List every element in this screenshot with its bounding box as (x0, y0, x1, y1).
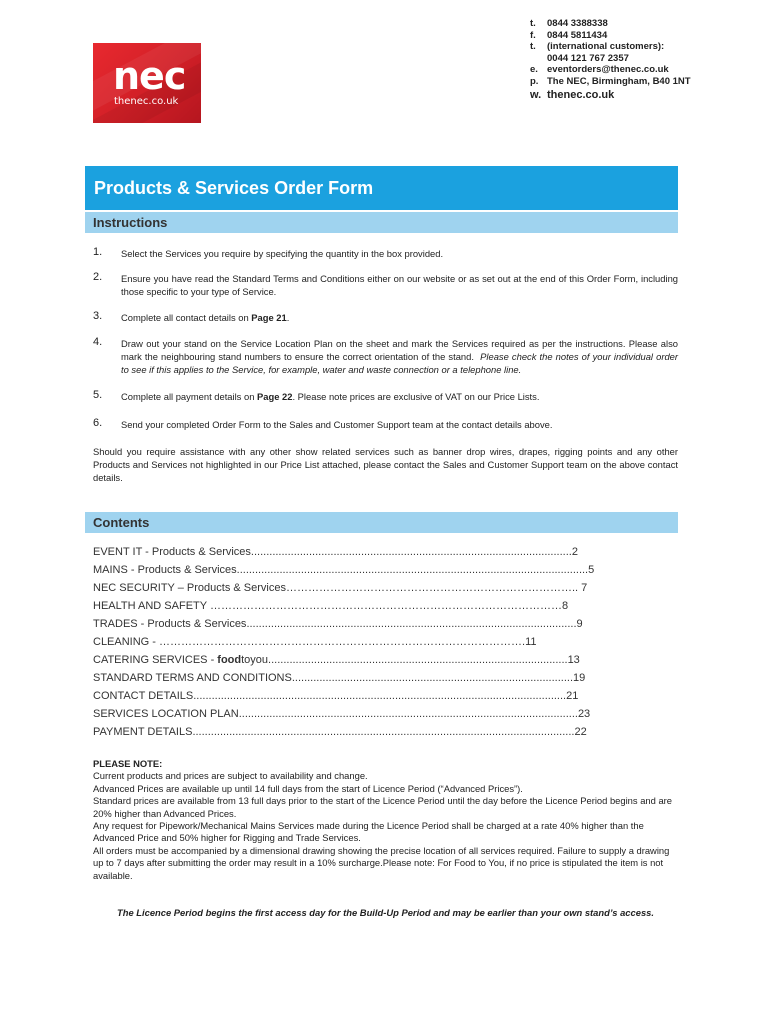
contents-heading: Contents (85, 512, 678, 533)
contact-block (530, 18, 691, 103)
toc-item[interactable]: STANDARD TERMS AND CONDITIONS............................................................................................19 (93, 672, 586, 684)
note-line: Advanced Prices are available up until 14 full days from the start of Licence Period (“Advanced Prices”). (93, 782, 523, 794)
note-line: Standard prices are available from 13 full days prior to the start of the Licence Period until the day before the Licence Period begins and are 20% higher than Advanced Prices. (93, 795, 672, 819)
instruction-item: 2. Ensure you have read the Standard Terms and Conditions either on our website or as set out at the end of this Order Form, including those specific to your type of Service. (93, 271, 678, 297)
logo-website: thenec.co.uk (114, 96, 179, 107)
please-note-heading: PLEASE NOTE: (93, 758, 163, 769)
note-line: Current products and prices are subject to availability and change. (93, 770, 368, 782)
page-title: Products & Services Order Form (85, 166, 678, 210)
contact-website: w. thenec.co.uk (530, 88, 615, 101)
instruction-item: 5. Complete all payment details on Page 22. Please note prices are exclusive of VAT on our Price Lists. (93, 389, 540, 402)
toc-item[interactable]: CONTACT DETAILS..........................................................................................................................21 (93, 690, 579, 702)
contact-fax: f. 0844 5811434 (530, 29, 608, 41)
note-line: Any request for Pipework/Mechanical Mains Services made during the Licence Period shall be charged at a rate 40% higher than the Advanced Price and 50% higher for Rigging and Trade Services. (93, 820, 644, 844)
please-note (93, 758, 673, 882)
contact-email: e. eventorders@thenec.co.uk (530, 64, 669, 76)
toc-item[interactable]: HEALTH AND SAFETY ……………………………………………………………………………………8 (93, 600, 569, 612)
toc-item[interactable]: CLEANING - ……………………………………………………………………………………….11 (93, 636, 537, 648)
toc-item[interactable]: EVENT IT - Products & Services.........................................................................................................2 (93, 546, 578, 558)
instruction-item: 3. Complete all contact details on Page 21. (93, 310, 290, 323)
logo-brand: nec (113, 54, 186, 98)
assistance-paragraph: Should you require assistance with any other show related services such as banner drop wires, drapes, rigging points and any other Products and Services not highlighted in our Price List attached, please contact the Sales and Customer Support team on the above contact details. (93, 446, 678, 483)
instruction-item: 4. Draw out your stand on the Service Location Plan on the sheet and mark the Services required as per the instructions. Please also mark the neighbouring stand numbers to ensure the correct orientation of the stand. Please check the notes of your individual order to see if this applies to the Service, for example, water and waste connection or a telephone line. (93, 336, 678, 375)
toc-item[interactable]: PAYMENT DETAILS.............................................................................................................................22 (93, 726, 587, 738)
contact-postal: p. The NEC, Birmingham, B40 1NT (530, 75, 691, 87)
toc-item[interactable]: NEC SECURITY – Products & Services…………………………………………………………………….. 7 (93, 582, 588, 594)
contact-intl-label: t. (international customers): (530, 41, 665, 53)
contact-phone: t. 0844 3388338 (530, 18, 608, 29)
instruction-item: 1. Select the Services you require by specifying the quantity in the box provided. (93, 246, 444, 259)
licence-note: The Licence Period begins the first access day for the Build-Up Period and may be earlier than your own stand’s access. (117, 907, 654, 918)
toc-item[interactable]: MAINS - Products & Services...................................................................................................................5 (93, 564, 595, 576)
toc-item[interactable]: CATERING SERVICES - foodtoyou..................................................................................................13 (93, 654, 580, 666)
toc-item[interactable]: TRADES - Products & Services............................................................................................................9 (93, 618, 583, 630)
contact-intl-phone: 0044 121 767 2357 (547, 52, 629, 64)
instruction-item: 6. Send your completed Order Form to the Sales and Customer Support team at the contact details above. (93, 417, 553, 430)
instructions-heading: Instructions (85, 212, 678, 233)
toc-item[interactable]: SERVICES LOCATION PLAN...............................................................................................................23 (93, 708, 591, 720)
nec-logo (93, 43, 201, 123)
note-line: All orders must be accompanied by a dimensional drawing showing the precise location of all services required. Failure to supply a drawing up to 7 days after submitting the order may result in a 10% surcharge.Please note: For Food to You, if no price is stipulated the item is not available. (93, 844, 670, 881)
